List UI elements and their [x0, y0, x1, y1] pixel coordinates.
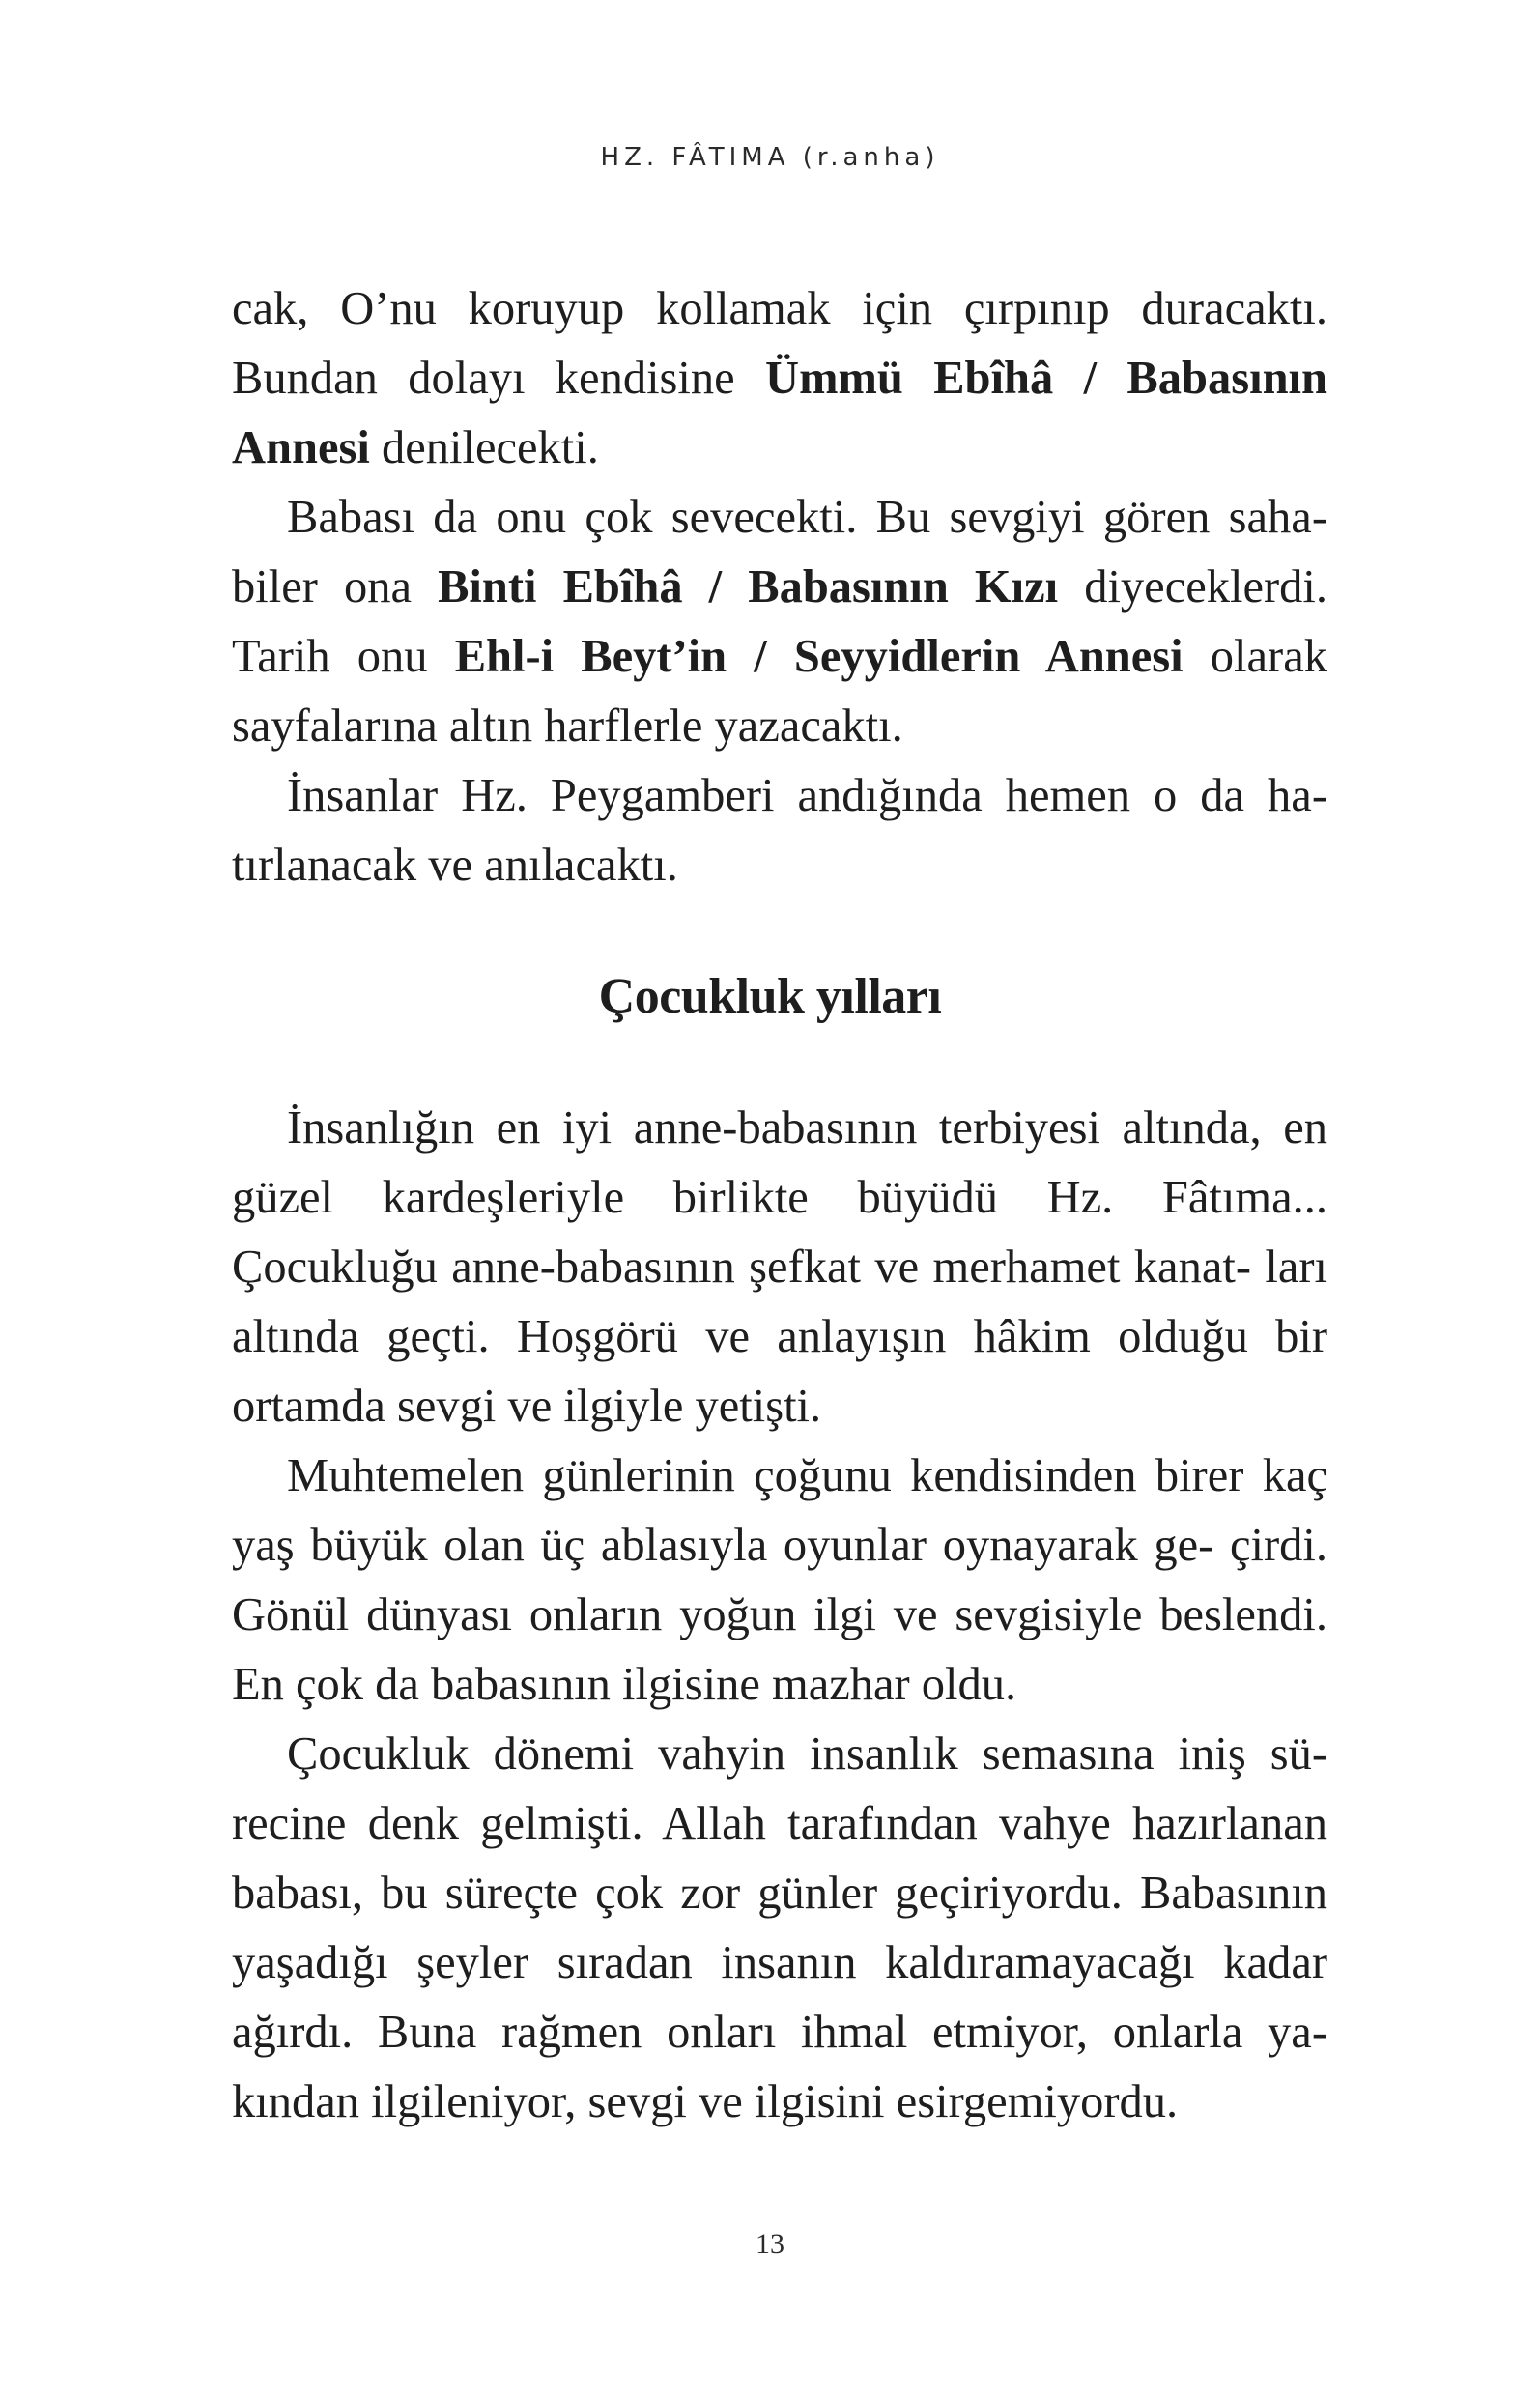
- text-line: recine denk gelmişti. Allah tarafından vahye hazırlanan: [232, 1798, 1327, 1849]
- text-line: Tarih onu: [232, 631, 455, 682]
- bold-term: Annesi: [232, 422, 370, 473]
- paragraph-6: [232, 1720, 1327, 2137]
- text-line: cak, O’nu koruyup kollamak için çırpınıp duracaktı.: [232, 283, 1327, 334]
- body-text-bottom: [232, 1094, 1327, 2137]
- text-line: bir ortamda sevgi ve ilgiyle yetişti.: [232, 1311, 1327, 1432]
- text-line: çirdi. Gönül dünyası onların yoğun ilgi ve sevgisiyle: [232, 1520, 1327, 1640]
- text-line: Çocukluk dönemi vahyin insanlık semasına iniş sü-: [287, 1728, 1327, 1780]
- text-line: İnsanlığın en iyi anne-babasının terbiyesi altında,: [287, 1102, 1262, 1154]
- text-line: beslendi. En çok da babasının ilgisine mazhar oldu.: [232, 1589, 1328, 1710]
- text-line: biler ona: [232, 561, 439, 613]
- text-line: ağırdı. Buna rağmen onları ihmal etmiyor, onlarla ya-: [232, 2007, 1327, 2058]
- text-line: Bundan dolayı kendisine: [232, 353, 766, 404]
- text-line: Muhtemelen günlerinin çoğunu kendisinden birer: [287, 1450, 1244, 1501]
- text-line: babası, bu süreçte çok zor günler geçiriyordu. Babasının: [232, 1868, 1327, 1919]
- paragraph-1: [232, 274, 1327, 483]
- text-line: kaç yaş büyük olan üç ablasıyla oyunlar oynayarak ge-: [232, 1450, 1327, 1571]
- text-line: en güzel kardeşleriyle birlikte büyüdü Hz. Fâtıma...: [232, 1102, 1328, 1223]
- text-line: denilecekti.: [369, 422, 599, 473]
- text-line: Çocukluğu anne-babasının şefkat ve merhamet kanat-: [232, 1241, 1251, 1293]
- running-header: HZ. FÂTIMA (r.anha): [600, 143, 940, 172]
- text-line: olarak: [1183, 631, 1327, 682]
- text-line: yaşadığı şeyler sıradan insanın kaldıramayacağı kadar: [232, 1937, 1327, 1988]
- paragraph-5: [232, 1441, 1327, 1720]
- page-number: 13: [756, 2228, 784, 2260]
- bold-term: Ehl-i Beyt’in / Seyyidlerin Annesi: [454, 631, 1184, 682]
- text-line: tırlanacak ve anılacaktı.: [232, 840, 678, 891]
- bold-term: Ümmü Ebîhâ / Babasının: [765, 353, 1327, 404]
- section-heading: Çocukluk yılları: [598, 969, 942, 1024]
- text-line: İnsanlar Hz. Peygamberi andığında hemen o da ha-: [287, 770, 1327, 821]
- paragraph-2: [232, 483, 1327, 761]
- paragraph-3: [232, 761, 1327, 900]
- text-line: kından ilgileniyor, sevgi ve ilgisini esirgemiyordu.: [232, 2076, 1179, 2127]
- text-line: ları altında geçti. Hoşgörü ve anlayışın hâkim olduğu: [232, 1241, 1327, 1362]
- bold-term: Binti Ebîhâ / Babasının Kızı: [438, 561, 1059, 613]
- text-line: sayfalarına altın harflerle yazacaktı.: [232, 700, 903, 752]
- paragraph-4: [232, 1094, 1327, 1441]
- text-line: Babası da onu çok sevecekti. Bu sevgiyi gören saha-: [287, 492, 1327, 543]
- text-line: diyeceklerdi.: [1058, 561, 1328, 613]
- body-text-top: [232, 274, 1327, 900]
